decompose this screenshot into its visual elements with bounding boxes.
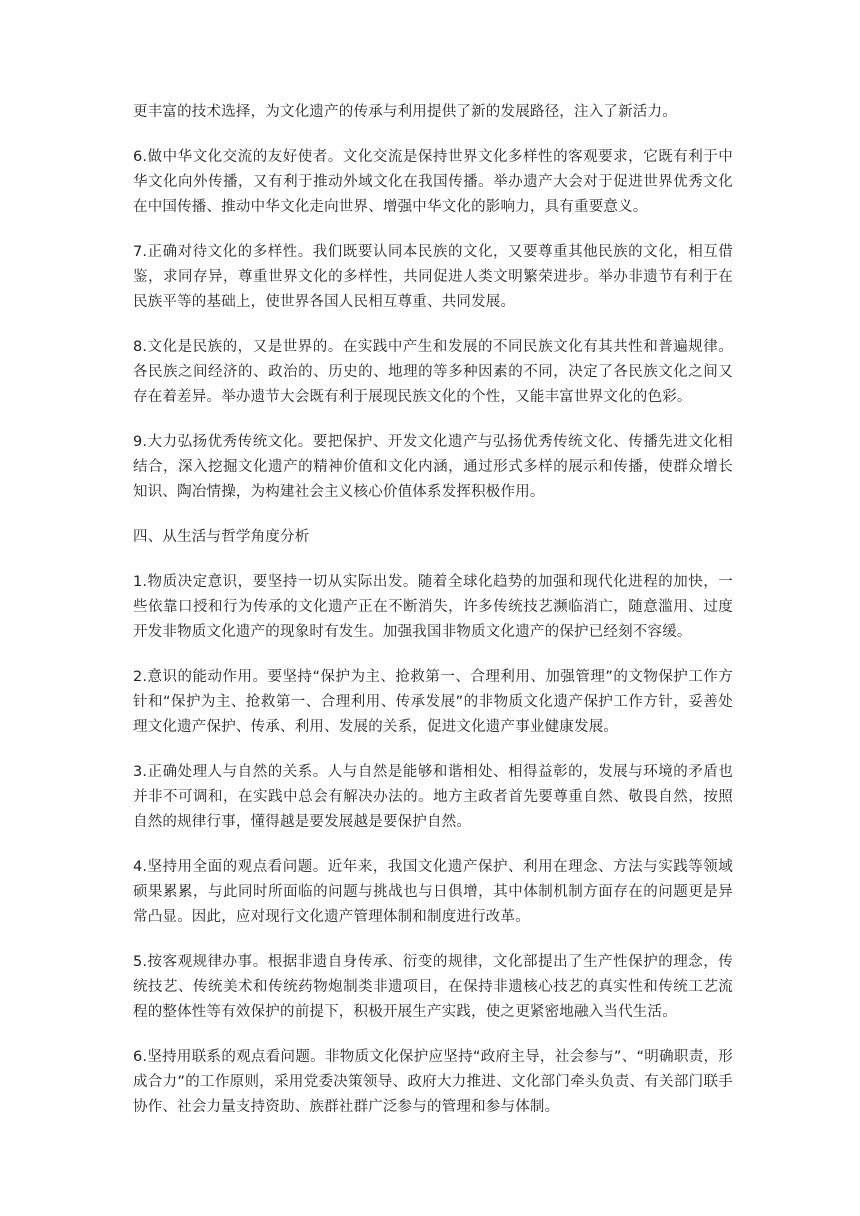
paragraph-philosophy-point-5: 5.按客观规律办事。根据非遗自身传承、衍变的规律，文化部提出了生产性保护的理念，传统技艺、传统美术和传统药物炮制类非遗项目，在保持非遗核心技艺的真实性和传统工艺流程的整体性等有效保护的前提下，积极开展生产实践，使之更紧密地融入当代生活。	[133, 954, 733, 1020]
paragraph-continuation: 更丰富的技术选择，为文化遗产的传承与利用提供了新的发展路径，注入了新活力。	[133, 104, 677, 120]
document-body	[133, 100, 733, 1140]
paragraph-point-7-diversity: 7.正确对待文化的多样性。我们既要认同本民族的文化，又要尊重其他民族的文化，相互借鉴，求同存异，尊重世界文化的多样性，共同促进人类文明繁荣进步。举办非遗节有利于在民族平等的基础上，使世界各国人民相互尊重、共同发展。	[133, 244, 733, 310]
section-heading-philosophy: 四、从生活与哲学角度分析	[133, 529, 310, 545]
paragraph-point-9-tradition: 9.大力弘扬优秀传统文化。要把保护、开发文化遗产与弘扬优秀传统文化、传播先进文化相结合，深入挖掘文化遗产的精神价值和文化内涵，通过形式多样的展示和传播，使群众增长知识、陶冶情操，为构建社会主义核心价值体系发挥积极作用。	[133, 434, 733, 500]
paragraph-philosophy-point-4: 4.坚持用全面的观点看问题。近年来，我国文化遗产保护、利用在理念、方法与实践等领域硕果累累，与此同时所面临的问题与挑战也与日俱增，其中体制机制方面存在的问题更是异常凸显。因此，应对现行文化遗产管理体制和制度进行改革。	[133, 859, 733, 925]
paragraph-philosophy-point-2: 2.意识的能动作用。要坚持“保护为主、抢救第一、合理利用、加强管理”的文物保护工作方针和“保护为主、抢救第一、合理利用、传承发展”的非物质文化遗产保护工作方针，妥善处理文化遗产保护、传承、利用、发展的关系，促进文化遗产事业健康发展。	[133, 669, 733, 735]
paragraph-philosophy-point-3: 3.正确处理人与自然的关系。人与自然是能够和谐相处、相得益彰的，发展与环境的矛盾也并非不可调和，在实践中总会有解决办法的。地方主政者首先要尊重自然、敬畏自然，按照自然的规律行事，懂得越是要发展越是要保护自然。	[133, 764, 733, 830]
paragraph-philosophy-point-6: 6.坚持用联系的观点看问题。非物质文化保护应坚持“政府主导，社会参与”、“明确职责，形成合力”的工作原则，采用党委决策领导、政府大力推进、文化部门牵头负责、有关部门联手协作、社会力量支持资助、族群社群广泛参与的管理和参与体制。	[133, 1049, 733, 1115]
paragraph-philosophy-point-1: 1.物质决定意识，要坚持一切从实际出发。随着全球化趋势的加强和现代化进程的加快，一些依靠口授和行为传承的文化遗产正在不断消失，许多传统技艺濒临消亡，随意滥用、过度开发非物质文化遗产的现象时有发生。加强我国非物质文化遗产的保护已经刻不容缓。	[133, 574, 733, 640]
paragraph-point-6-exchange: 6.做中华文化交流的友好使者。文化交流是保持世界文化多样性的客观要求，它既有利于中华文化向外传播，又有利于推动外域文化在我国传播。举办遗产大会对于促进世界优秀文化在中国传播、推动中华文化走向世界、增强中华文化的影响力，具有重要意义。	[133, 149, 733, 215]
paragraph-point-8-national-world: 8.文化是民族的，又是世界的。在实践中产生和发展的不同民族文化有其共性和普遍规律。各民族之间经济的、政治的、历史的、地理的等多种因素的不同，决定了各民族文化之间又存在着差异。举办遗节大会既有利于展现民族文化的个性，又能丰富世界文化的色彩。	[133, 339, 733, 405]
